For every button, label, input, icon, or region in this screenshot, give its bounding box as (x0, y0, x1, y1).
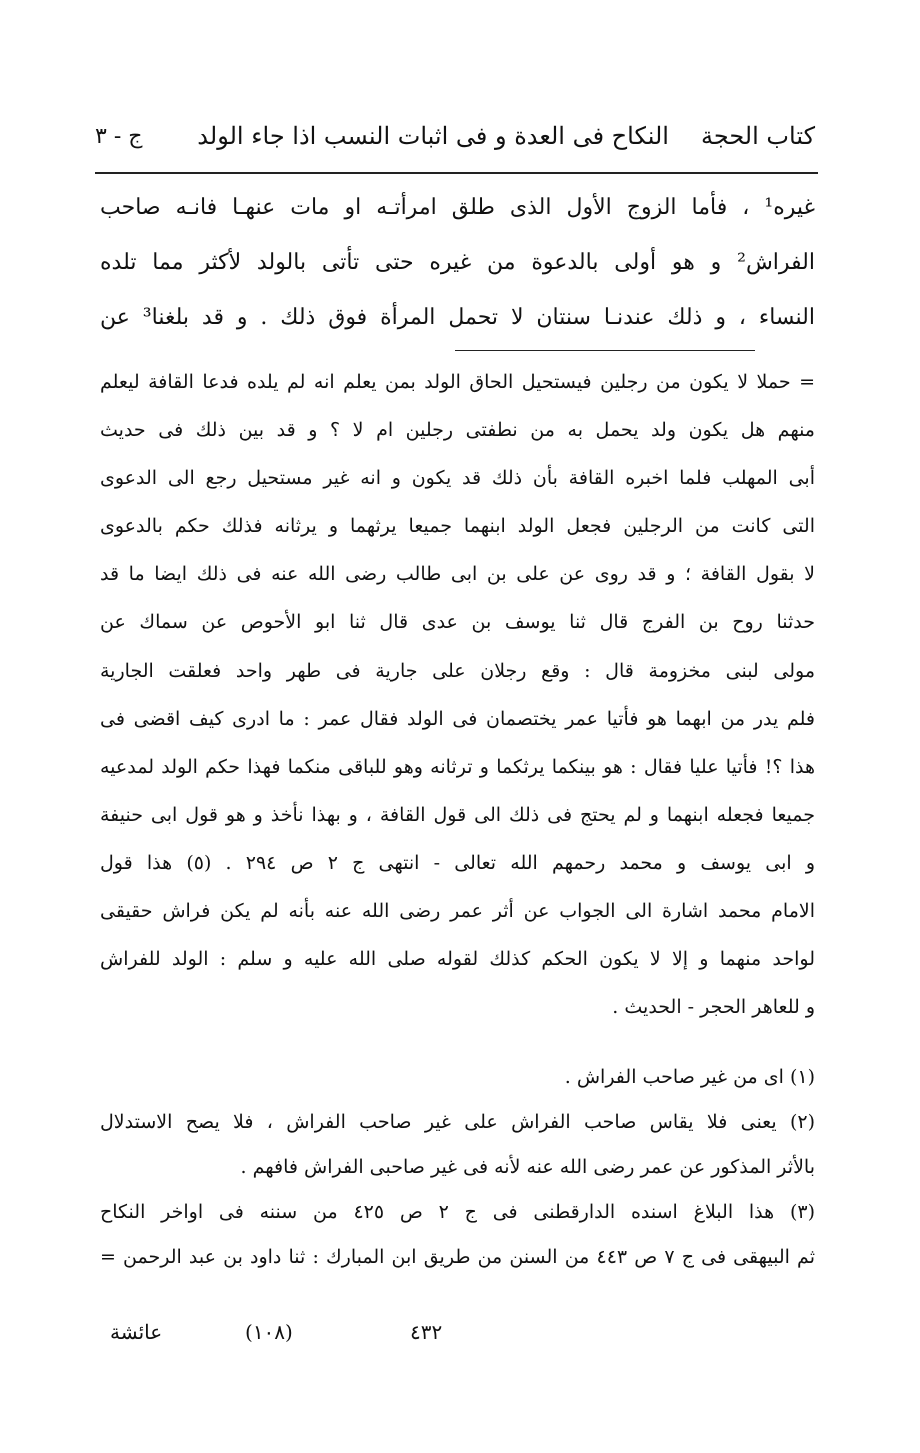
commentary-line: = حملا لا يكون من رجلين فيستحيل الحاق الولد بمن يعلم انه لم يلده فدعا القافة ليعلم (100, 371, 815, 393)
commentary-line: لا بقول القافة ؛ و قد روى عن على بن ابى طالب رضى الله عنه فى ذلك ايضا ما قد (100, 563, 815, 586)
footnotes-block (100, 1055, 815, 1280)
commentary-line: الامام محمد اشارة الى الجواب عن أثر عمر رضى الله عنه بأنه لم يكن فراش حقيقى (100, 900, 815, 923)
header-divider (95, 172, 818, 174)
commentary-line: مولى لبنى مخزومة قال : وقع رجلان على جارية فى طهر واحد فعلقت الجارية (100, 659, 815, 682)
main-text-line: النساء ، و ذلك عندنـا سنتان لا تحمل المرأة فوق ذلك . و قد بلغنا³ عن (100, 305, 815, 330)
footnote-divider (455, 350, 755, 351)
chapter-title: النكاح فى العدة و فى اثبات النسب اذا جاء الولد (197, 122, 669, 150)
page-footer (110, 1320, 810, 1356)
page-header (95, 112, 815, 160)
main-text-line: غيره¹ ، فأما الزوج الأول الذى طلق امرأتـه او مات عنهـا فانـه صاحب (100, 195, 815, 220)
commentary-line: و ابى يوسف و محمد رحمهم الله تعالى - انتهى ج ٢ ص ٢٩٤ . (٥) هذا قول (100, 851, 815, 874)
commentary-line: التى كانت من الرجلين فجعل الولد ابنهما جميعا يرثهما و يرثانه فذلك حكم بالدعوى (100, 515, 815, 538)
footnote-line: ثم البيهقى فى ج ٧ ص ٤٤٣ من السنن من طريق ابن المبارك : ثنا داود بن عبد الرحمن = (100, 1246, 815, 1268)
commentary-line: منهم هل يكون ولد يحمل به من نطفتى رجلين ام لا ؟ و قد بين ذلك فى حديث (100, 419, 815, 442)
main-text (100, 180, 815, 345)
footnote-line: بالأثر المذكور عن عمر رضى الله عنه لأنه فى غير صاحبى الفراش فافهم . (240, 1156, 815, 1178)
footnote-line: (٢) يعنى فلا يقاس صاحب الفراش على غير صاحب الفراش ، فلا يصح الاستدلال (100, 1111, 815, 1133)
main-text-line: الفراش² و هو أولى بالدعوة من غيره حتى تأتى بالولد لأكثر مما تلده (100, 250, 815, 275)
commentary-line: و للعاهر الحجر - الحديث . (612, 996, 815, 1019)
commentary-block (100, 358, 815, 1031)
commentary-line: أبى المهلب فلما اخبره القافة بأن ذلك قد يكون و انه غير مستحيل رجع الى الدعوى (100, 467, 815, 490)
commentary-line: حدثنا روح بن الفرج قال ثنا يوسف بن عدى قال ثنا ابو الأحوص عن سماك عن (100, 611, 815, 634)
page-number: ٤٣٢ (410, 1320, 443, 1344)
footnote-line: (١) اى من غير صاحب الفراش . (564, 1066, 815, 1088)
book-title: كتاب الحجة (700, 122, 815, 150)
commentary-line: فلم يدر من ابهما هو فأتيا عمر يختصمان فى الولد فقال عمر : ما ادرى كيف اقضى فى (100, 707, 815, 730)
footnote-line: (٣) هذا البلاغ اسنده الدارقطنى فى ج ٢ ص ٤٢٥ من سننه فى اواخر النكاح (100, 1201, 815, 1223)
footer-author: عائشة (110, 1320, 163, 1344)
commentary-line: جميعا فجعله ابنهما و لم يحتج فى ذلك الى قول القافة ، و بهذا نأخذ و هو قول ابى حنيفة (100, 803, 815, 826)
volume-label: ج - ٣ (95, 123, 143, 149)
commentary-line: لواحد منهما و إلا لا يكون الحكم كذلك لقوله صلى الله عليه و سلم : الولد للفراش (100, 948, 815, 971)
footer-print-number: (١٠٨) (245, 1320, 293, 1344)
commentary-line: هذا ؟! فأتيا عليا فقال : هو بينكما يرثكما و ترثانه وهو للباقى منكما فهذا حكم الولد لمدعيه (100, 755, 815, 778)
